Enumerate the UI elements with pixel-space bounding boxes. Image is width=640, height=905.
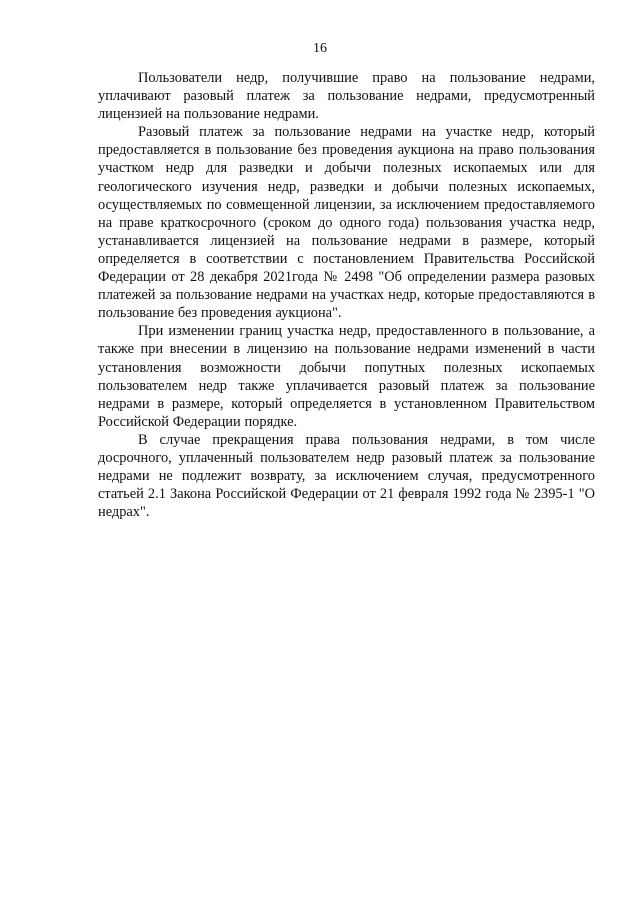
paragraph-users-payment: Пользователи недр, получившие право на пользование недрами, уплачивают разовый платеж за пользование недрами, предусмотренный лицензией на пользование недрами. — [98, 70, 595, 123]
paragraph-boundary-changes: При изменении границ участка недр, предоставленного в пользование, а также при внесении в лицензию на пользование недрами изменений в части установления возможности добычи попутных полезных ископаемых пользователем недр также уплачивается разовый платеж за пользование недрами в размере, который определяется в установленном Правительством Российской Федерации порядке. — [98, 323, 595, 430]
paragraph-payment-without-auction: Разовый платеж за пользование недрами на участке недр, который предоставляется в пользование без проведения аукциона на право пользования участком недр для разведки и добычи полезных ископаемых или для геологического изучения недр, разведки и добычи полезных ископаемых, осуществляемых по совмещенной лицензии, за исключением предоставляемого на праве краткосрочного (сроком до одного года) пользования участка недр, устанавливается лицензией на пользование недрами в размере, который определяется в соответствии с постановлением Правительства Российской Федерации от 28 декабря 2021года № 2498 "Об определении размера разовых платежей за пользование недрами на участках недр, которые предоставляются в пользование без проведения аукциона". — [98, 124, 595, 322]
page-number: 16 — [313, 41, 327, 56]
paragraph-termination-no-refund: В случае прекращения права пользования недрами, в том числе досрочного, уплаченный пользователем недр разовый платеж за пользование недрами не подлежит возврату, за исключением случая, предусмотренного статьей 2.1 Закона Российской Федерации от 21 февраля 1992 года № 2395-1 "О недрах". — [98, 431, 595, 521]
document-body — [98, 69, 595, 521]
